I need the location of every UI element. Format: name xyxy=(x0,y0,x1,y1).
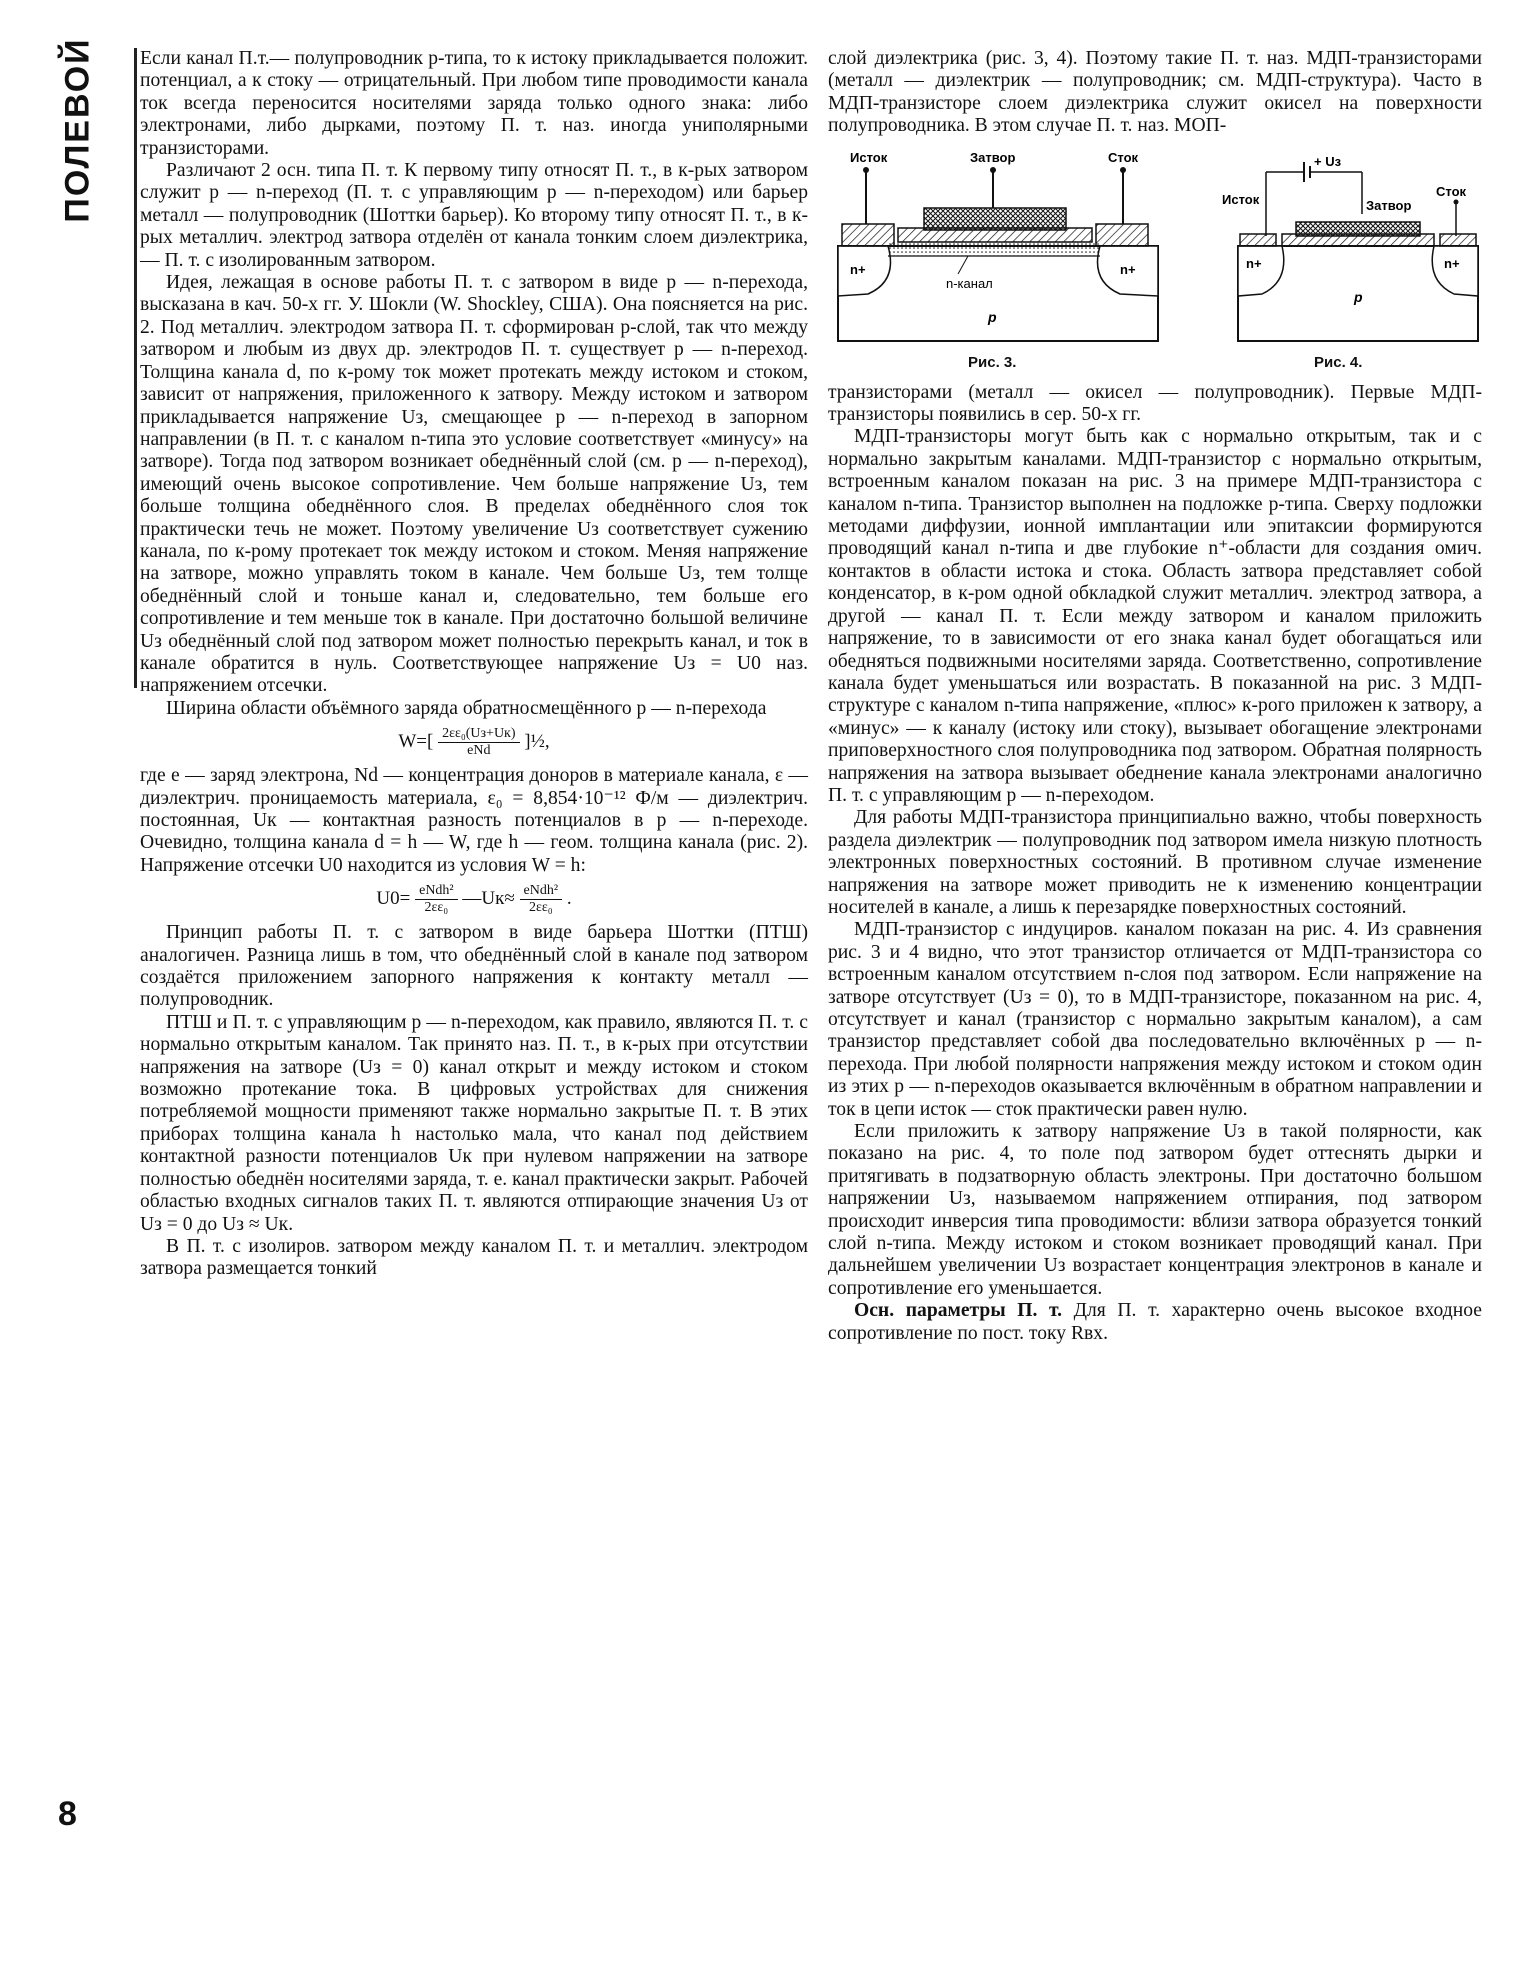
right-column xyxy=(828,48,1482,1345)
left-paragraph-3: Идея, лежащая в основе работы П. т. с затвором в виде p — n-перехода, высказана в кач. 50-х гг. У. Шокли (W. Shockley, США). Она поясняется на рис. 2. Под металлич. электродом затвора П. т. сформирован p-слой, так что между затвором и любым из двух др. электродов П. т. существует p — n-переход. Толщина канала d, по к-рому ток может протекать между истоком и стоком, зависит от напряжения, приложенного к затвору. Между истоком и затвором прикладывается напряжение Uз, смещающее p — n-переход в запорном направлении (в П. т. с каналом n-типа это условие соответствует «минусу» на затворе). Тогда под затвором возникает обеднённый слой (см. p — n-переход), имеющий очень высокое сопротивление. Чем больше напряжение Uз, тем больше толщина обеднённого слоя. В пределах обеднённого слоя ток практически течь не может. Поэтому увеличение Uз соответствует сужению канала, по к-рому протекает ток между истоком и стоком. Меняя напряжение на затворе, можно управлять током в канале. Чем больше Uз, тем толще обеднённый слой и тоньше канал и, следовательно, тем больше его сопротивление и тем меньше ток в канале. При достаточно большой величине Uз обеднённый слой под затвором может полностью перекрыть канал, и ток в канале обратится в нуль. Соответствующее напряжение Uз = U0 наз. напряжением отсечки. xyxy=(140,272,808,697)
right-paragraph-6: Если приложить к затвору напряжение Uз в такой полярности, как показано на рис. 4, то поле под затвором будет оттеснять дырки и притягивать в подзатворную область электроны. При достаточно большом напряжении Uз, называемом напряжением отпирания, под затвором происходит инверсия типа проводимости: вблизи затвора образуется тонкий слой n-типа. Между истоком и стоком возникает проводящий канал. При дальнейшем увеличении Uз возрастает концентрация электронов в канале и сопротивление его уменьшается. xyxy=(828,1121,1482,1299)
formula-width: W=[ $\frac{\text{2εε₀(Uз+Uк)}}{\text{eNd}}$ ]½, xyxy=(398,726,550,759)
left-paragraph-5: где e — заряд электрона, Nd — концентрация доноров в материале канала, ε — диэлектрич. проницаемость материала, ε₀ = 8,854·10⁻¹² Ф/м — диэлектрич. постоянная, Uк — контактная разность потенциалов в p — n-переходе. Очевидно, толщина канала d = h — W, где h — геом. толщина канала (рис. 2). Напряжение отсечки U0 находится из условия W = h: xyxy=(140,765,808,876)
left-paragraph-6: Принцип работы П. т. с затвором в виде барьера Шоттки (ПТШ) аналогичен. Разница лишь в том, что обеднённый слой в канале под затвором создаётся приложением запорного напряжения к контакту металл — полупроводник. xyxy=(140,922,808,1011)
fig4-caption: Рис. 4. xyxy=(1314,353,1363,371)
params-heading: Осн. параметры П. т. xyxy=(854,1300,1063,1322)
figures-row xyxy=(828,146,1482,376)
left-paragraph-7: ПТШ и П. т. с управляющим p — n-переходом, как правило, являются П. т. с нормально открытым каналом. Так принято наз. П. т., в к-рых при отсутствии напряжения на затворе (Uз = 0) канал открыт и между истоком и стоком возможно протекание тока. В цифровых устройствах для снижения потребляемой мощности применяют также нормально закрытые П. т. В этих приборах толщина канала h настолько мала, что канал под действием контактной разности потенциалов Uк при нулевом напряжении на затворе полностью обеднён носителями заряда, т. е. канал практически закрыт. Рабочей областью входных сигналов таких П. т. являются отпирающие значения Uз от Uз = 0 до Uз ≈ Uк. xyxy=(140,1011,808,1235)
left-paragraph-1: Если канал П.т.— полупроводник p-типа, то к истоку прикладывается положит. потенциал, а к стоку — отрицательный. При любом типе проводимости канала ток всегда переносится носителями заряда только одного знака: либо электронами, либо дырками, поэтому П. т. наз. иногда униполярными транзисторами. xyxy=(140,48,808,159)
figure-3-diagram xyxy=(828,146,1168,346)
fig4-label-n-right: n+ xyxy=(1444,255,1460,271)
section-header: ПОЛЕВОЙ xyxy=(58,37,97,223)
fig3-label-channel: n-канал xyxy=(946,275,993,291)
fig4-label-gate: Затвор xyxy=(1366,197,1412,213)
fig3-caption: Рис. 3. xyxy=(968,353,1017,371)
fig3-label-n-right: n+ xyxy=(1120,261,1136,277)
margin-rule xyxy=(134,48,137,688)
left-paragraph-8: В П. т. с изолиров. затвором между каналом П. т. и металлич. электродом затвора размещается тонкий xyxy=(140,1235,808,1280)
page-number: 8 xyxy=(58,1795,77,1833)
fig4-label-p: p xyxy=(1354,288,1363,305)
fig3-label-source: Исток xyxy=(850,149,888,165)
fig4-label-source: Исток xyxy=(1222,191,1260,207)
left-column xyxy=(140,48,808,1281)
right-paragraph-2: транзисторами (металл — окисел — полупроводник). Первые МДП-транзисторы появились в сер. 50-х гг. xyxy=(828,381,1482,426)
figure-4 xyxy=(1218,146,1482,371)
fig4-label-drain: Сток xyxy=(1436,183,1467,199)
fig3-label-p: p xyxy=(988,308,997,325)
figure-3 xyxy=(828,146,1168,371)
right-paragraph-3: МДП-транзисторы могут быть как с нормально открытым, так и с нормально закрытым каналами. МДП-транзистор с нормально открытым, встроенным каналом показан на рис. 3 на примере МДП-транзистора с каналом n-типа. Транзистор выполнен на подложке p-типа. Сверху подложки методами диффузии, ионной имплантации или эпитаксии формируются проводящий канал n-типа и две глубокие n⁺-области для создания омич. контактов в области истока и стока. Область затвора представляет собой конденсатор, в к-ром одной обкладкой служит металлич. электрод затвора, а другой — канал П. т. Если между затвором и каналом приложить напряжение, то в зависимости от его знака канал будет обогащаться или обедняться подвижными носителями заряда. Соответственно, сопротивление канала будет уменьшаться или возрастать. В показанной на рис. 3 МДП-структуре с каналом n-типа напряжение, «плюс» к-рого приложен к затвору, а «минус» — к каналу (истоку или стоку), вызывает обогащение электронами приповерхностного слоя полупроводника под затвором. Обратная полярность напряжения на затвора вызывает обеднение канала электронами аналогично П. т. с управляющим p — n-переходом. xyxy=(828,426,1482,806)
fig3-label-gate: Затвор xyxy=(970,149,1016,165)
left-paragraph-2: Различают 2 осн. типа П. т. К первому типу относят П. т., в к-рых затвором служит p — n-переход (П. т. с управляющим p — n-переходом) или барьер металл — полупроводник (Шоттки барьер). Ко второму типу относят П. т., в к-рых металлич. электрод затвора отделён от канала тонким слоем диэлектрика, — П. т. с изолированным затвором. xyxy=(140,160,808,271)
figure-4-diagram xyxy=(1218,146,1482,346)
right-paragraph-5: МДП-транзистор с индуциров. каналом показан на рис. 4. Из сравнения рис. 3 и 4 видно, что этот транзистор отличается от МДП-транзистора со встроенным каналом отсутствием n-слоя под затвором. Если напряжение на затворе отсутствует (Uз = 0), то в МДП-транзисторе, показанном на рис. 4, отсутствует и канал (транзистор с нормально закрытым каналом), а сам транзистор представляет собой два последовательно включённых p — n-перехода. При любой полярности напряжения между истоком и стоком один из этих p — n-переходов оказывается включённым в обратном направлении и ток в цепи исток — сток практически равен нулю. xyxy=(828,919,1482,1120)
fig3-label-n-left: n+ xyxy=(850,261,866,277)
right-paragraph-1: слой диэлектрика (рис. 3, 4). Поэтому такие П. т. наз. МДП-транзисторами (металл — диэлектрик — полупроводник; см. МДП-структура). Часто в МДП-транзисторе слоем диэлектрика служит окисел на поверхности полупроводника. В этом случае П. т. наз. МОП- xyxy=(828,48,1482,137)
fig3-label-drain: Сток xyxy=(1108,149,1139,165)
fig4-label-voltage: + Uз xyxy=(1314,153,1342,169)
right-paragraph-4: Для работы МДП-транзистора принципиально важно, чтобы поверхность раздела диэлектрик — полупроводник под затвором имела низкую плотность электронных поверхностных состояний. В противном случае изменение напряжения на затворе может приводить не к изменению концентрации носителей в канале, а лишь к перезарядке поверхностных состояний. xyxy=(828,807,1482,918)
fig4-label-n-left: n+ xyxy=(1246,255,1262,271)
right-paragraph-7: Осн. параметры П. т. Для П. т. характерно очень высокое входное сопротивление по пост. току Rвх. xyxy=(828,1300,1482,1344)
left-paragraph-4: Ширина области объёмного заряда обратносмещённого p — n-перехода xyxy=(166,697,767,719)
formula-cutoff: U0= $\frac{\text{eNdh²}}{\text{2εε₀}}$ —Uк≈ $\frac{\text{eNdh²}}{\text{2εε₀}}$ . xyxy=(376,883,572,916)
